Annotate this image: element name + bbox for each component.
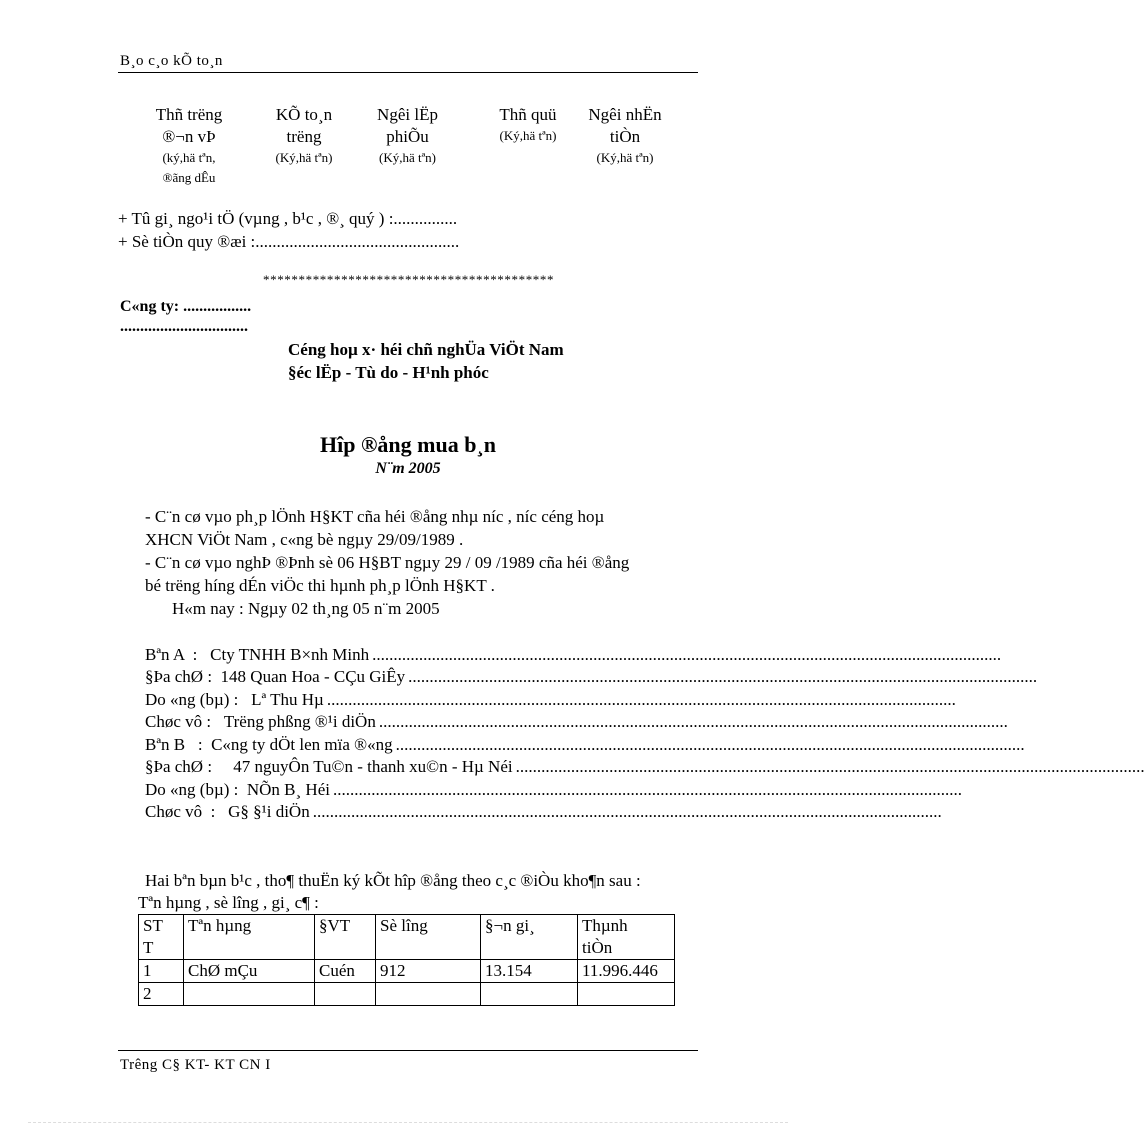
signature-receiver: Ngêi nhËn tiÒn (Ký,hä tªn) <box>588 105 662 165</box>
company-dots-line: ................................ <box>120 318 248 335</box>
party-b-representative: Do «ng (bµ) : NÕn B¸ Héi .................................................................................................................................................... <box>145 780 962 799</box>
party-a-address: §Þa chØ : 148 Quan Hoa - CÇu GiÊy .................................................................................................................................................... <box>145 667 1038 686</box>
table-cell <box>376 983 481 1006</box>
national-motto-line2: §éc lËp - Tù do - H¹nh phóc <box>288 363 489 382</box>
page-header: B¸o c¸o kÕ to¸n <box>120 53 223 69</box>
goods-table <box>138 914 675 1006</box>
party-a-position: Chøc vô : Trëng phßng ®¹i diÖn .................................................................................................................................................... <box>145 712 1008 731</box>
contract-year: N¨m 2005 <box>375 460 441 477</box>
signature-chief-accountant: KÕ to¸n trëng (Ký,hä tªn) <box>275 105 333 165</box>
basis-2-line2: bé trëng híng dÉn viÖc thi hµnh ph¸p lÖnh H§KT . <box>145 576 495 595</box>
contract-title: Hîp ®ång mua b¸n <box>320 432 496 457</box>
table-cell <box>481 983 578 1006</box>
company-name-line: C«ng ty: ................. <box>120 298 252 315</box>
col-header-name: Tªn hµng <box>184 915 315 960</box>
party-b-name: Bªn B : C«ng ty dÖt len mïa ®«ng .................................................................................................................................................... <box>145 735 1025 754</box>
table-row <box>139 983 675 1006</box>
table-cell: 11.996.446 <box>578 960 675 983</box>
party-b-address: §Þa chØ : 47 nguyÔn Tu©n - thanh xu©n - Hµ Néi .................................................................................................................................................... <box>145 757 1145 776</box>
col-header-stt: ST T <box>139 915 184 960</box>
table-row <box>139 960 675 983</box>
table-cell: 912 <box>376 960 481 983</box>
header-rule <box>118 72 698 73</box>
table-cell <box>578 983 675 1006</box>
page-footer: Trêng C§ KT- KT CN I <box>120 1057 271 1073</box>
party-a-representative: Do «ng (bµ) : Lª Thu Hµ .................................................................................................................................................... <box>145 690 956 709</box>
col-header-quantity: Sè lîng <box>376 915 481 960</box>
converted-amount-line: + Sè tiÒn quy ®æi :................................................ <box>118 232 460 251</box>
table-cell <box>184 983 315 1006</box>
signature-voucher-maker: Ngêi lËp phiÕu (Ký,hä tªn) <box>377 105 438 165</box>
table-cell: 13.154 <box>481 960 578 983</box>
footer-rule <box>118 1050 698 1051</box>
col-header-unit-price: §¬n gi¸ <box>481 915 578 960</box>
agreement-text: Hai bªn bµn b¹c , tho¶ thuËn ký kÕt hîp ®ång theo c¸c ®iÒu kho¶n sau : <box>145 871 641 890</box>
signature-head-of-unit: Thñ trëng ®¬n vÞ (ký,hä tªn, ®ãng dÊu <box>155 105 223 185</box>
party-b-position: Chøc vô : G§ §¹i diÖn .................................................................................................................................................... <box>145 802 942 821</box>
table-cell: ChØ mÇu <box>184 960 315 983</box>
basis-2-line1: - C¨n cø vµo nghÞ ®Þnh sè 06 H§BT ngµy 29 / 09 /1989 cña héi ®ång <box>145 553 630 572</box>
national-motto-line1: Céng hoµ x· héi chñ nghÜa ViÖt Nam <box>288 340 564 359</box>
exchange-rate-line: + Tû gi¸ ngo¹i tÖ (vµng , b¹c , ®¸ quý ) :............... <box>118 209 458 228</box>
table-cell <box>315 983 376 1006</box>
separator-stars: ***************************************** <box>263 272 555 287</box>
table-cell: 2 <box>139 983 184 1006</box>
col-header-amount: Thµnh tiÒn <box>578 915 675 960</box>
table-header-row <box>139 915 675 960</box>
goods-intro: Tªn hµng , sè lîng , gi¸ c¶ : <box>138 893 319 912</box>
today-date-line: H«m nay : Ngµy 02 th¸ng 05 n¨m 2005 <box>172 599 440 618</box>
basis-1-line2: XHCN ViÖt Nam , c«ng bè ngµy 29/09/1989 . <box>145 530 464 549</box>
basis-1-line1: - C¨n cø vµo ph¸p lÖnh H§KT cña héi ®ång nhµ níc , níc céng hoµ <box>145 507 605 526</box>
table-cell: 1 <box>139 960 184 983</box>
table-cell: Cuén <box>315 960 376 983</box>
col-header-unit: §VT <box>315 915 376 960</box>
signature-cashier: Thñ quü (Ký,hä tªn) <box>499 105 557 143</box>
party-a-name: Bªn A : Cty TNHH B×nh Minh .................................................................................................................................................... <box>145 645 1002 664</box>
